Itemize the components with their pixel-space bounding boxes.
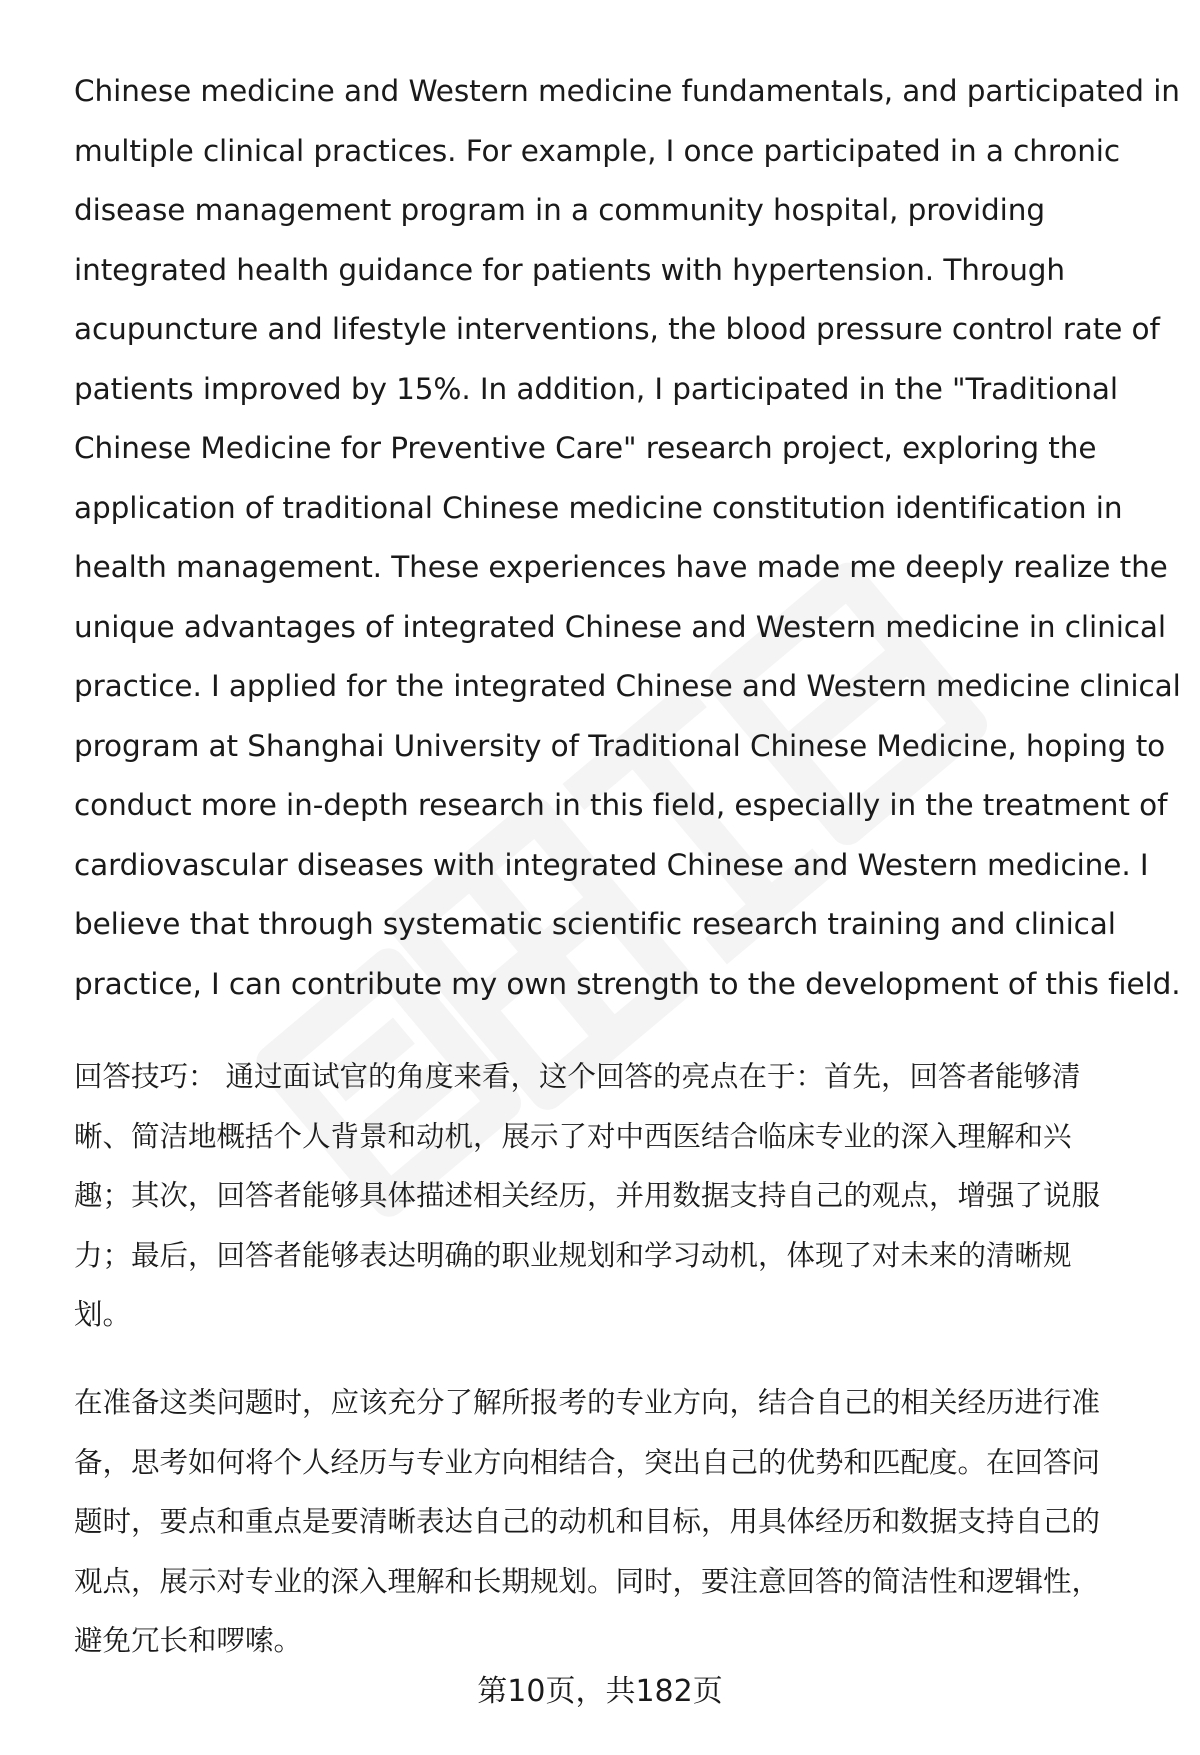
text-line: 晰、简洁地概括个人背景和动机，展示了对中西医结合临床专业的深入理解和兴	[74, 1119, 1072, 1153]
text-line: cardiovascular diseases with integrated Chinese and Western medicine. I	[74, 847, 1149, 882]
text-line: 趣；其次，回答者能够具体描述相关经历，并用数据支持自己的观点，增强了说服	[74, 1179, 1101, 1212]
text-line: acupuncture and lifestyle interventions, the blood pressure control rate of	[74, 312, 1160, 346]
text-line: application of traditional Chinese medicine constitution identification in	[74, 490, 1123, 525]
text-line: patients improved by 15%. In addition, I participated in the "Traditional	[74, 371, 1118, 406]
text-line: multiple clinical practices. For example, I once participated in a chronic	[74, 133, 1121, 168]
text-line: health management. These experiences have made me deeply realize the	[74, 550, 1168, 584]
page-number-footer: 第10页，共182页	[477, 1674, 723, 1709]
text-line: practice, I can contribute my own strength to the development of this field.	[74, 966, 1181, 1001]
text-line: practice. I applied for the integrated Chinese and Western medicine clinical	[74, 669, 1181, 703]
text-line: Chinese medicine and Western medicine fundamentals, and participated in	[74, 74, 1180, 108]
text-line: 力；最后，回答者能够表达明确的职业规划和学习动机，体现了对未来的清晰规	[74, 1238, 1072, 1272]
text-line: conduct more in-depth research in this field, especially in the treatment of	[74, 788, 1168, 822]
text-line: 划。	[74, 1298, 132, 1331]
text-line: 避免冗长和啰嗦。	[74, 1624, 303, 1657]
text-line: Chinese Medicine for Preventive Care" research project, exploring the	[74, 431, 1097, 465]
text-line: disease management program in a community hospital, providing	[74, 193, 1045, 227]
answer-tips-paragraph	[74, 1047, 1154, 1345]
text-line: integrated health guidance for patients with hypertension. Through	[74, 252, 1066, 287]
text-line: 观点，展示对专业的深入理解和长期规划。同时，要注意回答的简洁性和逻辑性，	[74, 1564, 1101, 1598]
text-line: unique advantages of integrated Chinese and Western medicine in clinical	[74, 609, 1166, 644]
text-line: 回答技巧： 通过面试官的角度来看，这个回答的亮点在于：首先，回答者能够清	[74, 1060, 1081, 1093]
preparation-advice-paragraph	[74, 1373, 1154, 1671]
english-paragraph	[74, 62, 1181, 1014]
text-line: program at Shanghai University of Traditional Chinese Medicine, hoping to	[74, 728, 1166, 763]
text-line: believe that through systematic scientific research training and clinical	[74, 907, 1116, 941]
text-line: 题时，要点和重点是要清晰表达自己的动机和目标，用具体经历和数据支持自己的	[74, 1505, 1101, 1538]
text-line: 备，思考如何将个人经历与专业方向相结合，突出自己的优势和匹配度。在回答问	[74, 1445, 1101, 1479]
text-line: 在准备这类问题时，应该充分了解所报考的专业方向，结合自己的相关经历进行准	[74, 1386, 1101, 1419]
